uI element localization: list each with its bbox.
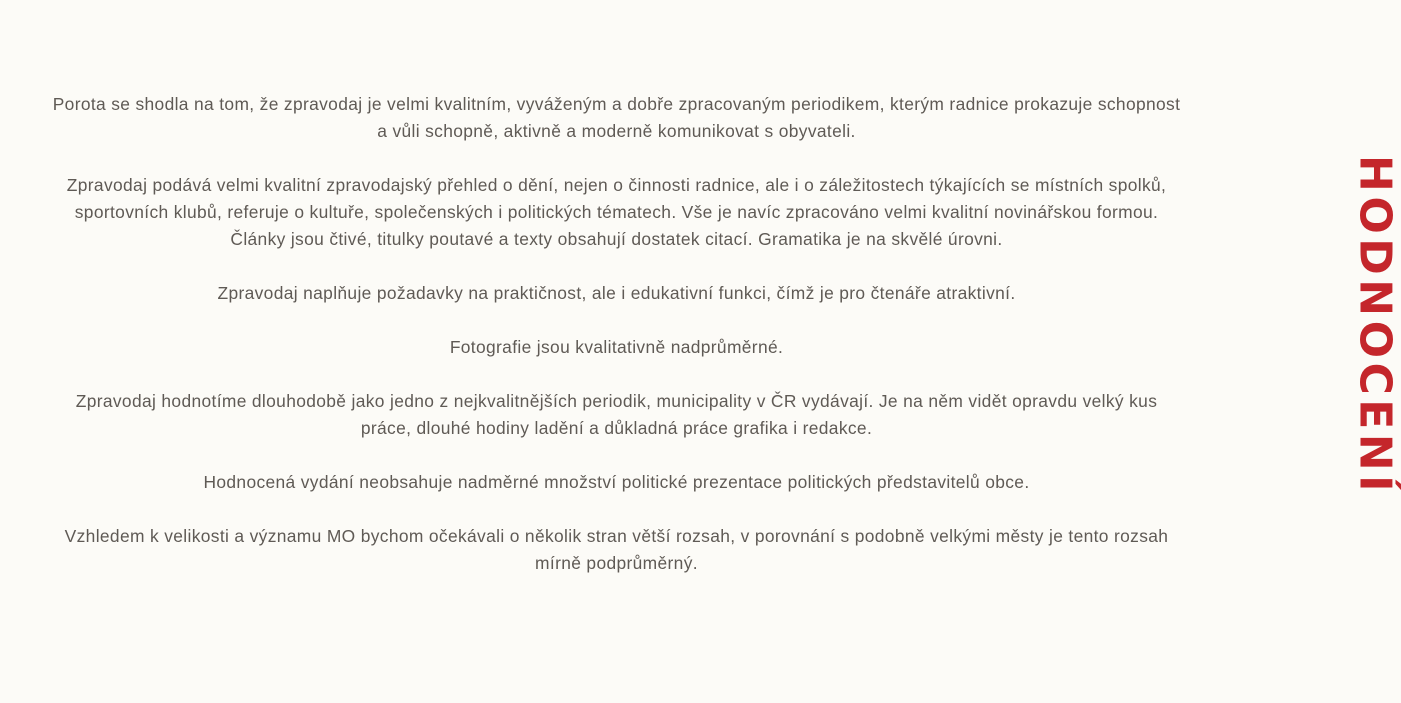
paragraph-photography: Fotografie jsou kvalitativně nadprůměrné. (449, 337, 784, 357)
paragraph-scope: Vzhledem k velikosti a významu MO bychom očekávali o několik stran větší rozsah, v porovnání s podobně velkými městy je tento rozsah mírně podprůměrný. (64, 526, 1169, 573)
section-heading-vertical: HODNOCENÍ (1349, 155, 1401, 497)
evaluation-text (48, 91, 1185, 604)
paragraph-jury-consensus: Porota se shodla na tom, že zpravodaj je velmi kvalitním, vyváženým a dobře zpracovaným periodikem, kterým radnice prokazuje schopnost a vůli schopně, aktivně a moderně komunikovat s obyvateli. (52, 94, 1181, 141)
paragraph-practicality: Zpravodaj naplňuje požadavky na praktičnost, ale i edukativní funkci, čímž je pro čtenáře atraktivní. (217, 283, 1016, 303)
paragraph-long-term-quality: Zpravodaj hodnotíme dlouhodobě jako jedno z nejkvalitnějších periodik, municipality v ČR vydávají. Je na něm vidět opravdu velký kus práce, dlouhé hodiny ladění a důkladná práce grafika i redakce. (75, 391, 1158, 438)
paragraph-political-presentation: Hodnocená vydání neobsahuje nadměrné množství politické prezentace politických představitelů obce. (203, 472, 1030, 492)
paragraph-news-coverage: Zpravodaj podává velmi kvalitní zpravodajský přehled o dění, nejen o činnosti radnice, ale i o záležitostech týkajících se místních spolků, sportovních klubů, referuje o kultuře, společenských i politických tématech. Vše je navíc zpracováno velmi kvalitní novinářskou formou. Články jsou čtivé, titulky poutavé a texty obsahují dostatek citací. Gramatika je na skvělé úrovni. (66, 175, 1167, 249)
